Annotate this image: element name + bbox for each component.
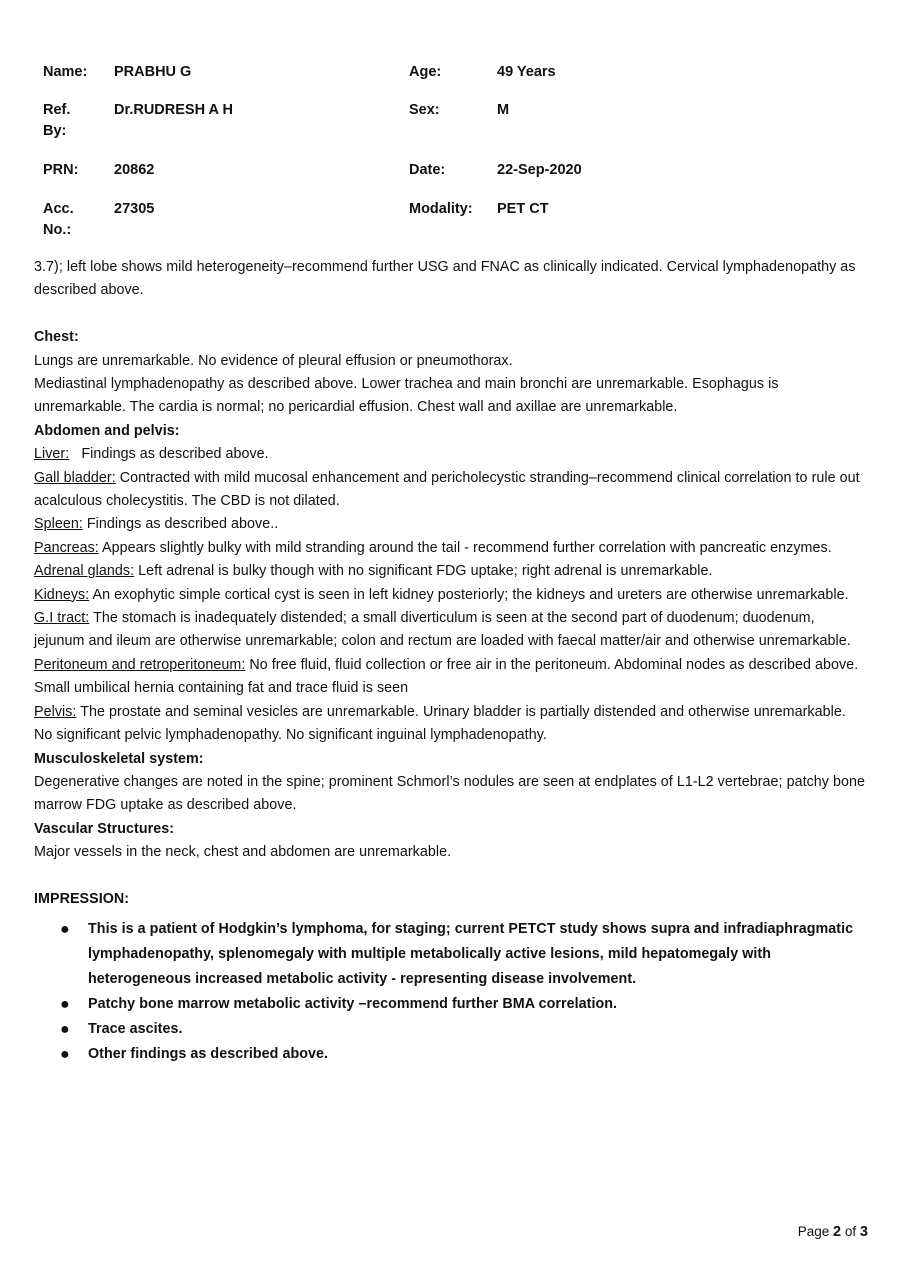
spleen-text: Findings as described above.. (82, 516, 279, 533)
prn-value: 20862 (114, 162, 155, 178)
impression-item: ● Patchy bone marrow metabolic activity –recommend further BMA correlation. (34, 992, 866, 1017)
pelvis-text: The prostate and seminal vesicles are unremarkable. Urinary bladder is partially distended and otherwise unremarkable. No significant pelvic lymphadenopathy. No significant inguinal lymphadenopathy. (34, 703, 846, 744)
age-value: 49 Years (497, 64, 556, 80)
bullet-icon: ● (60, 921, 70, 939)
date-value: 22-Sep-2020 (497, 162, 582, 178)
report-body (34, 256, 866, 1067)
kidneys-finding (34, 584, 866, 607)
bullet-icon: ● (60, 996, 70, 1014)
impression-item: ● This is a patient of Hodgkin’s lymphoma, for staging; current PETCT study shows supra and infradiaphragmatic lymphadenopathy, splenomegaly with multiple metabolically active lesions, mild hepatomegaly with heterogeneous increased metabolic activity - representing disease involvement. (34, 917, 866, 992)
vascular-heading: Vascular Structures: (34, 820, 175, 837)
impression-item: ● Trace ascites. (34, 1017, 866, 1042)
date-label: Date: (409, 162, 446, 178)
of-word: of (844, 1224, 857, 1239)
gall-bladder-label: Gall bladder: (34, 469, 116, 486)
page-number (798, 1224, 868, 1240)
page-word: Page (797, 1224, 830, 1239)
acc-label-line2: No.: (43, 222, 72, 238)
name-label: Name: (43, 64, 88, 80)
acc-value: 27305 (114, 201, 155, 217)
liver-label: Liver: (34, 446, 70, 463)
ref-label-line1: Ref. (43, 102, 71, 118)
liver-text: Findings as described above. (69, 446, 269, 463)
adrenal-text: Left adrenal is bulky though with no significant FDG uptake; right adrenal is unremarkable. (134, 563, 713, 580)
gi-tract-text: The stomach is inadequately distended; a small diverticulum is seen at the second part of duodenum; duodenum, jejunum and ileum are otherwise unremarkable; colon and rectum are loaded with faecal matter/air and otherwise unremarkable. (34, 610, 851, 650)
modality-label: Modality: (409, 201, 473, 217)
impression-list (34, 917, 866, 1067)
pelvis-label: Pelvis: (34, 703, 77, 720)
sex-label: Sex: (409, 102, 440, 118)
gall-bladder-text: Contracted with mild mucosal enhancement and pericholecystic stranding–recommend clinical correlation to rule out acalculous cholecystitis. The CBD is not dilated. (34, 469, 860, 510)
spleen-finding (34, 513, 866, 536)
peritoneum-finding (34, 654, 866, 701)
spleen-label: Spleen: (34, 516, 83, 533)
prn-label: PRN: (43, 162, 79, 178)
intro-paragraph: 3.7); left lobe shows mild heterogeneity–recommend further USG and FNAC as clinically indicated. Cervical lymphadenopathy as described above. (34, 259, 856, 299)
adrenal-label: Adrenal glands: (34, 563, 135, 580)
peritoneum-text: No free fluid, fluid collection or free air in the peritoneum. Abdominal nodes as described above. Small umbilical hernia containing fat and trace fluid is seen (34, 656, 859, 697)
msk-heading: Musculoskeletal system: (34, 750, 204, 767)
gi-tract-label: G.I tract: (34, 610, 90, 627)
impression-item: ● Other findings as described above. (34, 1042, 866, 1067)
page-total: 3 (859, 1224, 868, 1240)
age-label: Age: (409, 64, 442, 80)
name-value: PRABHU G (114, 64, 192, 80)
acc-label-line1: Acc. (43, 201, 74, 217)
gall-bladder-finding (34, 467, 866, 514)
bullet-icon: ● (60, 1021, 70, 1039)
chest-mediastinum: Mediastinal lymphadenopathy as described above. Lower trachea and main bronchi are unremarkable. Esophagus is unremarkable. The cardia is normal; no pericardial effusion. Chest wall and axillae are unremarkable. (34, 376, 779, 416)
sex-value: M (497, 102, 510, 118)
modality-value: PET CT (497, 201, 549, 217)
ref-value: Dr.RUDRESH A H (114, 102, 233, 118)
pancreas-finding (34, 537, 866, 560)
chest-lungs: Lungs are unremarkable. No evidence of pleural effusion or pneumothorax. (34, 352, 513, 369)
chest-heading: Chest: (34, 329, 79, 346)
pancreas-label: Pancreas: (34, 539, 99, 556)
kidneys-label: Kidneys: (34, 586, 90, 603)
pancreas-text: Appears slightly bulky with mild stranding around the tail - recommend further correlation with pancreatic enzymes. (98, 539, 832, 556)
pelvis-finding (34, 701, 866, 748)
gi-tract-finding (34, 607, 866, 654)
liver-finding (34, 443, 866, 466)
vascular-text: Major vessels in the neck, chest and abdomen are unremarkable. (34, 844, 452, 861)
ref-label-line2: By: (43, 123, 67, 139)
adrenal-finding (34, 560, 866, 583)
kidneys-text: An exophytic simple cortical cyst is seen in left kidney posteriorly; the kidneys and ureters are otherwise unremarkable. (89, 586, 849, 603)
msk-text: Degenerative changes are noted in the spine; prominent Schmorl’s nodules are seen at endplates of L1-L2 vertebrae; patchy bone marrow FDG uptake as described above. (34, 773, 866, 814)
peritoneum-label: Peritoneum and retroperitoneum: (34, 656, 246, 673)
impression-title: IMPRESSION: (34, 890, 130, 907)
abdomen-heading: Abdomen and pelvis: (34, 422, 180, 439)
page-current: 2 (833, 1224, 842, 1240)
bullet-icon: ● (60, 1046, 70, 1064)
